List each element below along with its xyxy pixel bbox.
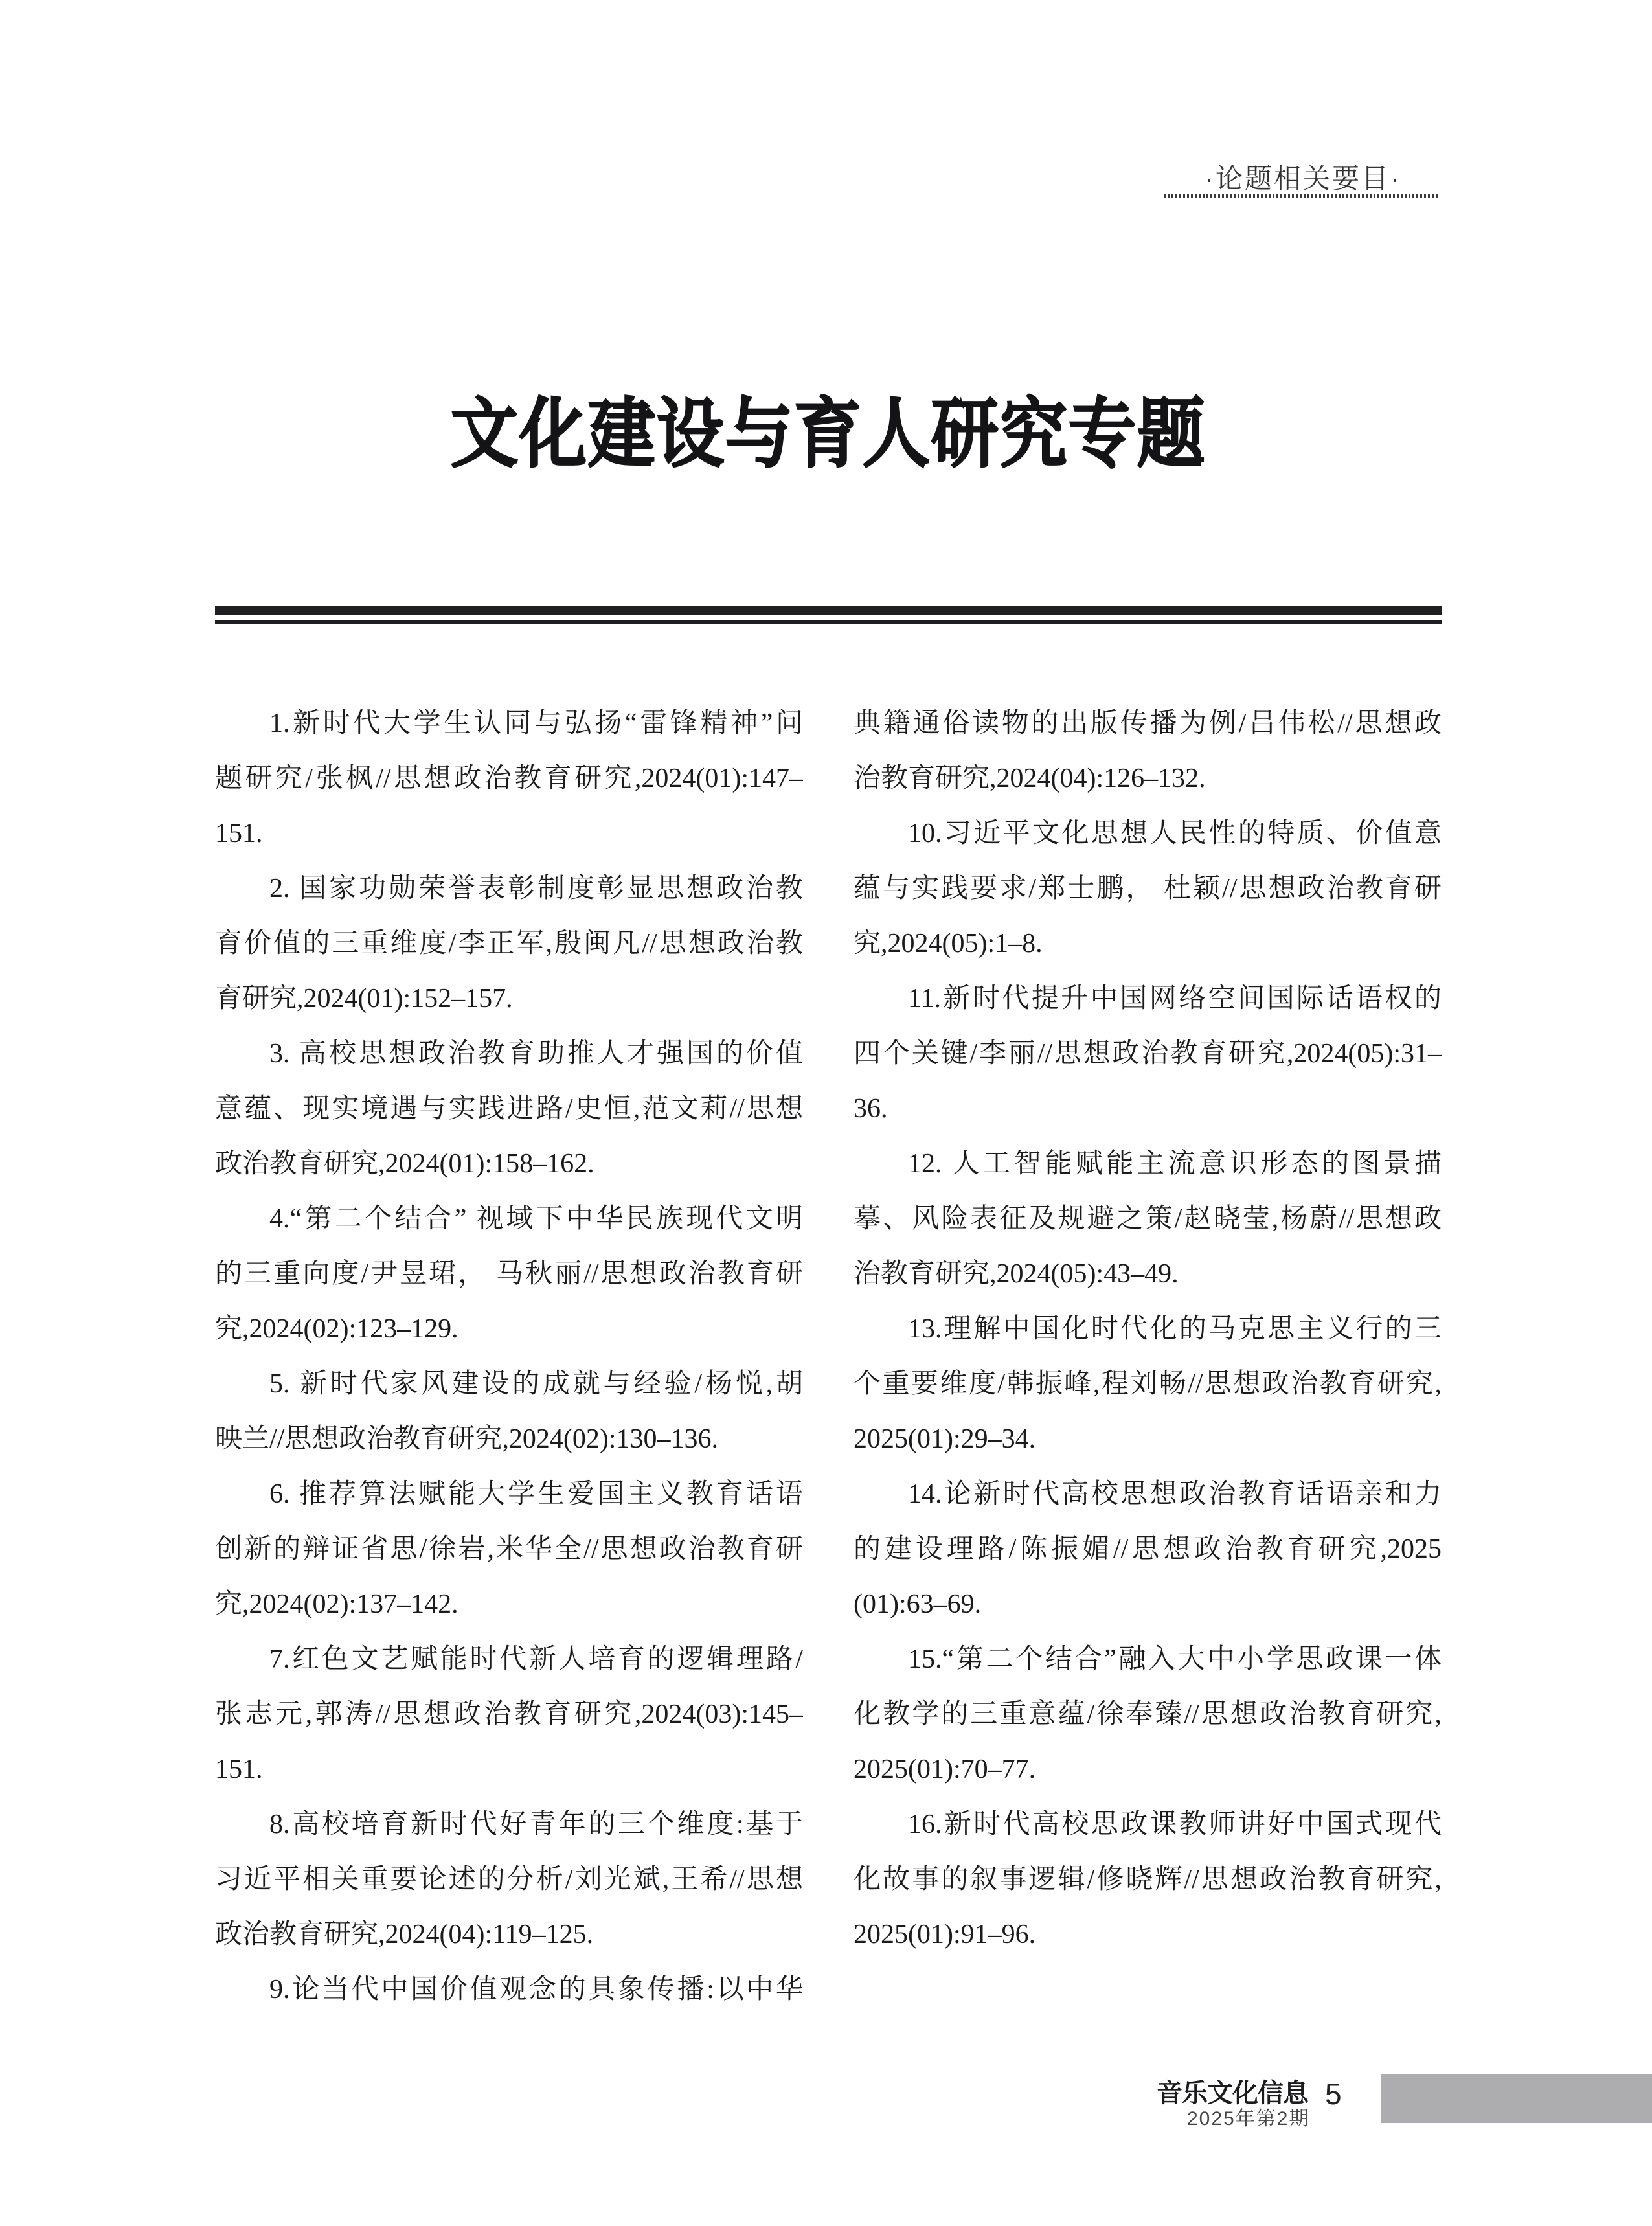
bib-line: 1.新时代大学生认同与弘扬“雷锋精神”问 [269,709,803,738]
bib-line: 四个关键/李丽//思想政治教育研究,2024(05):31– [854,1039,1442,1069]
title-double-rule [215,606,1442,624]
bib-line: 12. 人工智能赋能主流意识形态的图景描 [908,1149,1442,1179]
bib-line: 意蕴、现实境遇与实践进路/史恒,范文莉//思想 [215,1094,803,1124]
bib-line: 4.“第二个结合” 视域下中华民族现代文明 [269,1204,803,1234]
bib-line: 11.新时代提升中国网络空间国际话语权的 [908,984,1442,1014]
bib-line: 摹、风险表征及规避之策/赵晓莹,杨蔚//思想政 [854,1204,1442,1234]
footer-journal-name: 音乐文化信息 [1157,2078,1308,2107]
bib-line: 8.高校培育新时代好青年的三个维度:基于 [269,1810,803,1839]
bib-line: 2. 国家功勋荣誉表彰制度彰显思想政治教 [269,874,803,903]
bib-line: 蕴与实践要求/郑士鹏， 杜颖//思想政治教育研 [854,874,1442,903]
bib-line: 14.论新时代高校思想政治教育话语亲和力 [908,1479,1442,1509]
running-head: ·论题相关要目· [1205,163,1401,194]
bib-line: 9.论当代中国价值观念的具象传播:以中华 [269,1975,803,2005]
bib-line: 治教育研究,2024(04):126–132. [854,764,1206,793]
bib-line: 5. 新时代家风建设的成就与经验/杨悦,胡 [269,1369,803,1399]
bib-line: 治教育研究,2024(05):43–49. [854,1259,1179,1289]
bib-line: 政治教育研究,2024(04):119–125. [215,1920,594,1949]
bib-line: 2025(01):70–77. [854,1755,1036,1784]
bib-line: (01):63–69. [854,1589,982,1619]
bib-line: 15.“第二个结合”融入大中小学思政课一体 [908,1644,1442,1674]
bib-line: 7.红色文艺赋能时代新人培育的逻辑理路/ [269,1644,803,1674]
bib-line: 化教学的三重意蕴/徐奉臻//思想政治教育研究, [854,1699,1442,1729]
footer-page-number: 5 [1325,2077,1342,2111]
bib-line: 育研究,2024(01):152–157. [215,984,513,1014]
bib-line: 13.理解中国化时代化的马克思主义行的三 [908,1314,1442,1344]
bib-line: 2025(01):29–34. [854,1424,1036,1454]
footer-gray-bar [1381,2074,1652,2123]
bib-line: 3. 高校思想政治教育助推人才强国的价值 [269,1039,803,1069]
bib-line: 创新的辩证省思/徐岩,米华全//思想政治教育研 [215,1534,803,1564]
bib-line: 151. [215,1755,263,1784]
bib-line: 题研究/张枫//思想政治教育研究,2024(01):147– [215,764,803,793]
bib-line: 究,2024(05):1–8. [854,929,1043,959]
bib-line: 10.习近平文化思想人民性的特质、价值意 [908,819,1442,848]
bib-line: 究,2024(02):137–142. [215,1589,458,1619]
bib-line: 的三重向度/尹昱珺， 马秋丽//思想政治教育研 [215,1259,803,1289]
bib-line: 映兰//思想政治教育研究,2024(02):130–136. [215,1424,718,1454]
running-head-dashed-rule [1164,194,1440,198]
bib-line: 究,2024(02):123–129. [215,1314,458,1344]
bib-line: 2025(01):91–96. [854,1920,1036,1949]
bibliography-column-right [854,696,1442,1962]
bib-line: 6. 推荐算法赋能大学生爱国主义教育话语 [269,1479,803,1509]
footer-issue-label: 2025年第2期 [1187,2108,1310,2129]
bib-line: 16.新时代高校思政课教师讲好中国式现代 [908,1810,1442,1839]
bib-line: 36. [854,1094,888,1124]
bib-line: 习近平相关重要论述的分析/刘光斌,王希//思想 [215,1865,803,1894]
bib-line: 典籍通俗读物的出版传播为例/吕伟松//思想政 [854,709,1442,738]
bibliography-column-left [215,696,803,2017]
bib-line: 的建设理路/陈振媚//思想政治教育研究,2025 [854,1534,1442,1564]
bib-line: 个重要维度/韩振峰,程刘畅//思想政治教育研究, [854,1369,1442,1399]
bib-line: 化故事的叙事逻辑/修晓辉//思想政治教育研究, [854,1865,1442,1894]
bib-line: 151. [215,819,263,848]
bib-line: 育价值的三重维度/李正军,殷闽凡//思想政治教 [215,929,803,959]
section-title: 文化建设与育人研究专题 [450,393,1206,477]
bib-line: 政治教育研究,2024(01):158–162. [215,1149,594,1179]
bib-line: 张志元,郭涛//思想政治教育研究,2024(03):145– [215,1699,803,1729]
